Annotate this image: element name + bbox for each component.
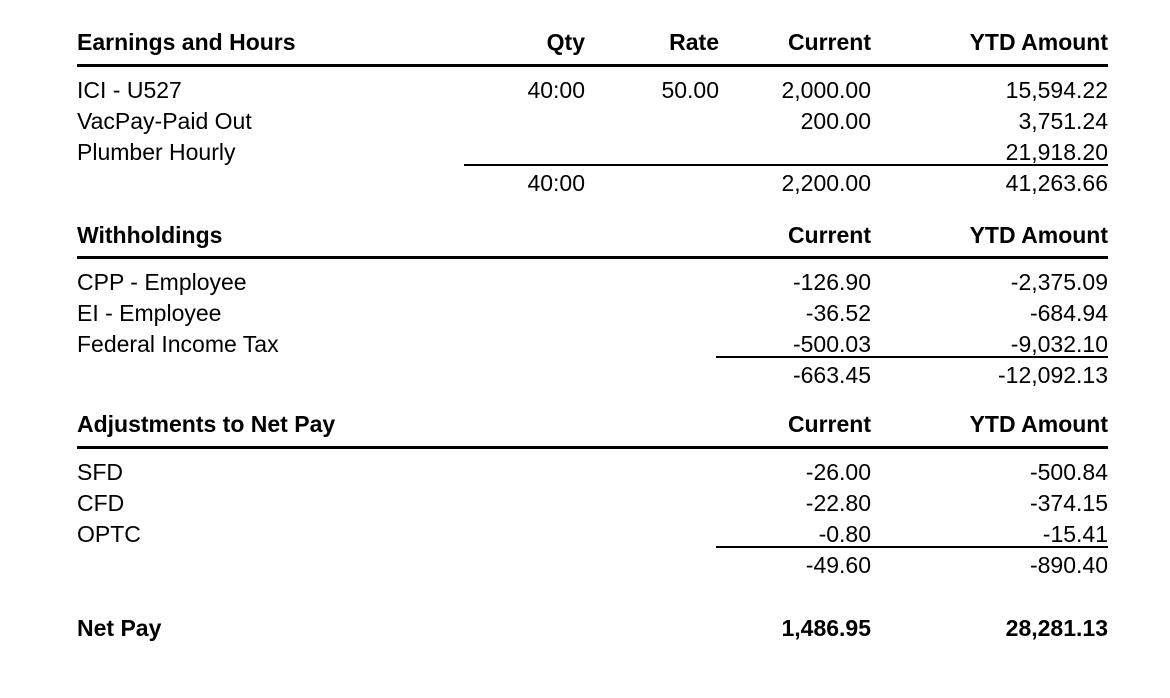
withholdings-ytd-header: YTD Amount: [969, 222, 1108, 248]
earnings-section-title: Earnings and Hours: [77, 29, 296, 55]
withholdings-section-title: Withholdings: [77, 222, 223, 248]
earnings-row-current: 200.00: [800, 108, 871, 134]
withholdings-total-rule: [716, 356, 1108, 358]
earnings-total-qty: 40:00: [527, 170, 585, 196]
earnings-row-qty: 40:00: [527, 77, 585, 103]
earnings-row-label: Plumber Hourly: [77, 139, 236, 165]
adjustments-row-ytd: -500.84: [1029, 459, 1108, 485]
adjustments-total-rule: [716, 546, 1108, 548]
earnings-row-label: ICI - U527: [77, 77, 182, 103]
withholdings-total-ytd: -12,092.13: [998, 362, 1108, 388]
earnings-total-rule: [464, 164, 1108, 166]
earnings-current-header: Current: [787, 29, 871, 55]
withholdings-header-rule: [77, 256, 1108, 259]
withholdings-row-label: CPP - Employee: [77, 269, 247, 295]
withholdings-row-current: -500.03: [792, 331, 871, 357]
earnings-ytd-header: YTD Amount: [969, 29, 1108, 55]
withholdings-row-current: -36.52: [805, 300, 871, 326]
adjustments-header-rule: [77, 446, 1108, 449]
adjustments-row-ytd: -374.15: [1029, 490, 1108, 516]
adjustments-row-current: -22.80: [805, 490, 871, 516]
net-pay-label: Net Pay: [77, 615, 162, 641]
withholdings-row-ytd: -2,375.09: [1010, 269, 1108, 295]
earnings-row-label: VacPay-Paid Out: [77, 108, 252, 134]
earnings-qty-header: Qty: [546, 29, 585, 55]
earnings-rate-header: Rate: [669, 29, 719, 55]
earnings-row-ytd: 3,751.24: [1018, 108, 1108, 134]
earnings-row-current: 2,000.00: [781, 77, 871, 103]
adjustments-total-current: -49.60: [805, 552, 871, 578]
withholdings-row-ytd: -684.94: [1029, 300, 1108, 326]
withholdings-row-ytd: -9,032.10: [1010, 331, 1108, 357]
adjustments-row-ytd: -15.41: [1042, 521, 1108, 547]
adjustments-ytd-header: YTD Amount: [969, 411, 1108, 437]
net-pay-ytd: 28,281.13: [1005, 615, 1108, 641]
withholdings-total-current: -663.45: [792, 362, 871, 388]
earnings-header-rule: [77, 64, 1108, 67]
earnings-total-ytd: 41,263.66: [1005, 170, 1108, 196]
adjustments-current-header: Current: [787, 411, 871, 437]
net-pay-current: 1,486.95: [781, 615, 871, 641]
adjustments-row-label: SFD: [77, 459, 123, 485]
withholdings-row-current: -126.90: [792, 269, 871, 295]
earnings-row-ytd: 21,918.20: [1005, 139, 1108, 165]
adjustments-row-label: OPTC: [77, 521, 141, 547]
adjustments-row-current: -26.00: [805, 459, 871, 485]
earnings-row-rate: 50.00: [661, 77, 719, 103]
withholdings-current-header: Current: [787, 222, 871, 248]
earnings-row-ytd: 15,594.22: [1005, 77, 1108, 103]
adjustments-total-ytd: -890.40: [1029, 552, 1108, 578]
withholdings-row-label: EI - Employee: [77, 300, 222, 326]
withholdings-row-label: Federal Income Tax: [77, 331, 279, 357]
earnings-total-current: 2,200.00: [781, 170, 871, 196]
adjustments-row-label: CFD: [77, 490, 125, 516]
adjustments-row-current: -0.80: [818, 521, 871, 547]
adjustments-section-title: Adjustments to Net Pay: [77, 411, 336, 437]
